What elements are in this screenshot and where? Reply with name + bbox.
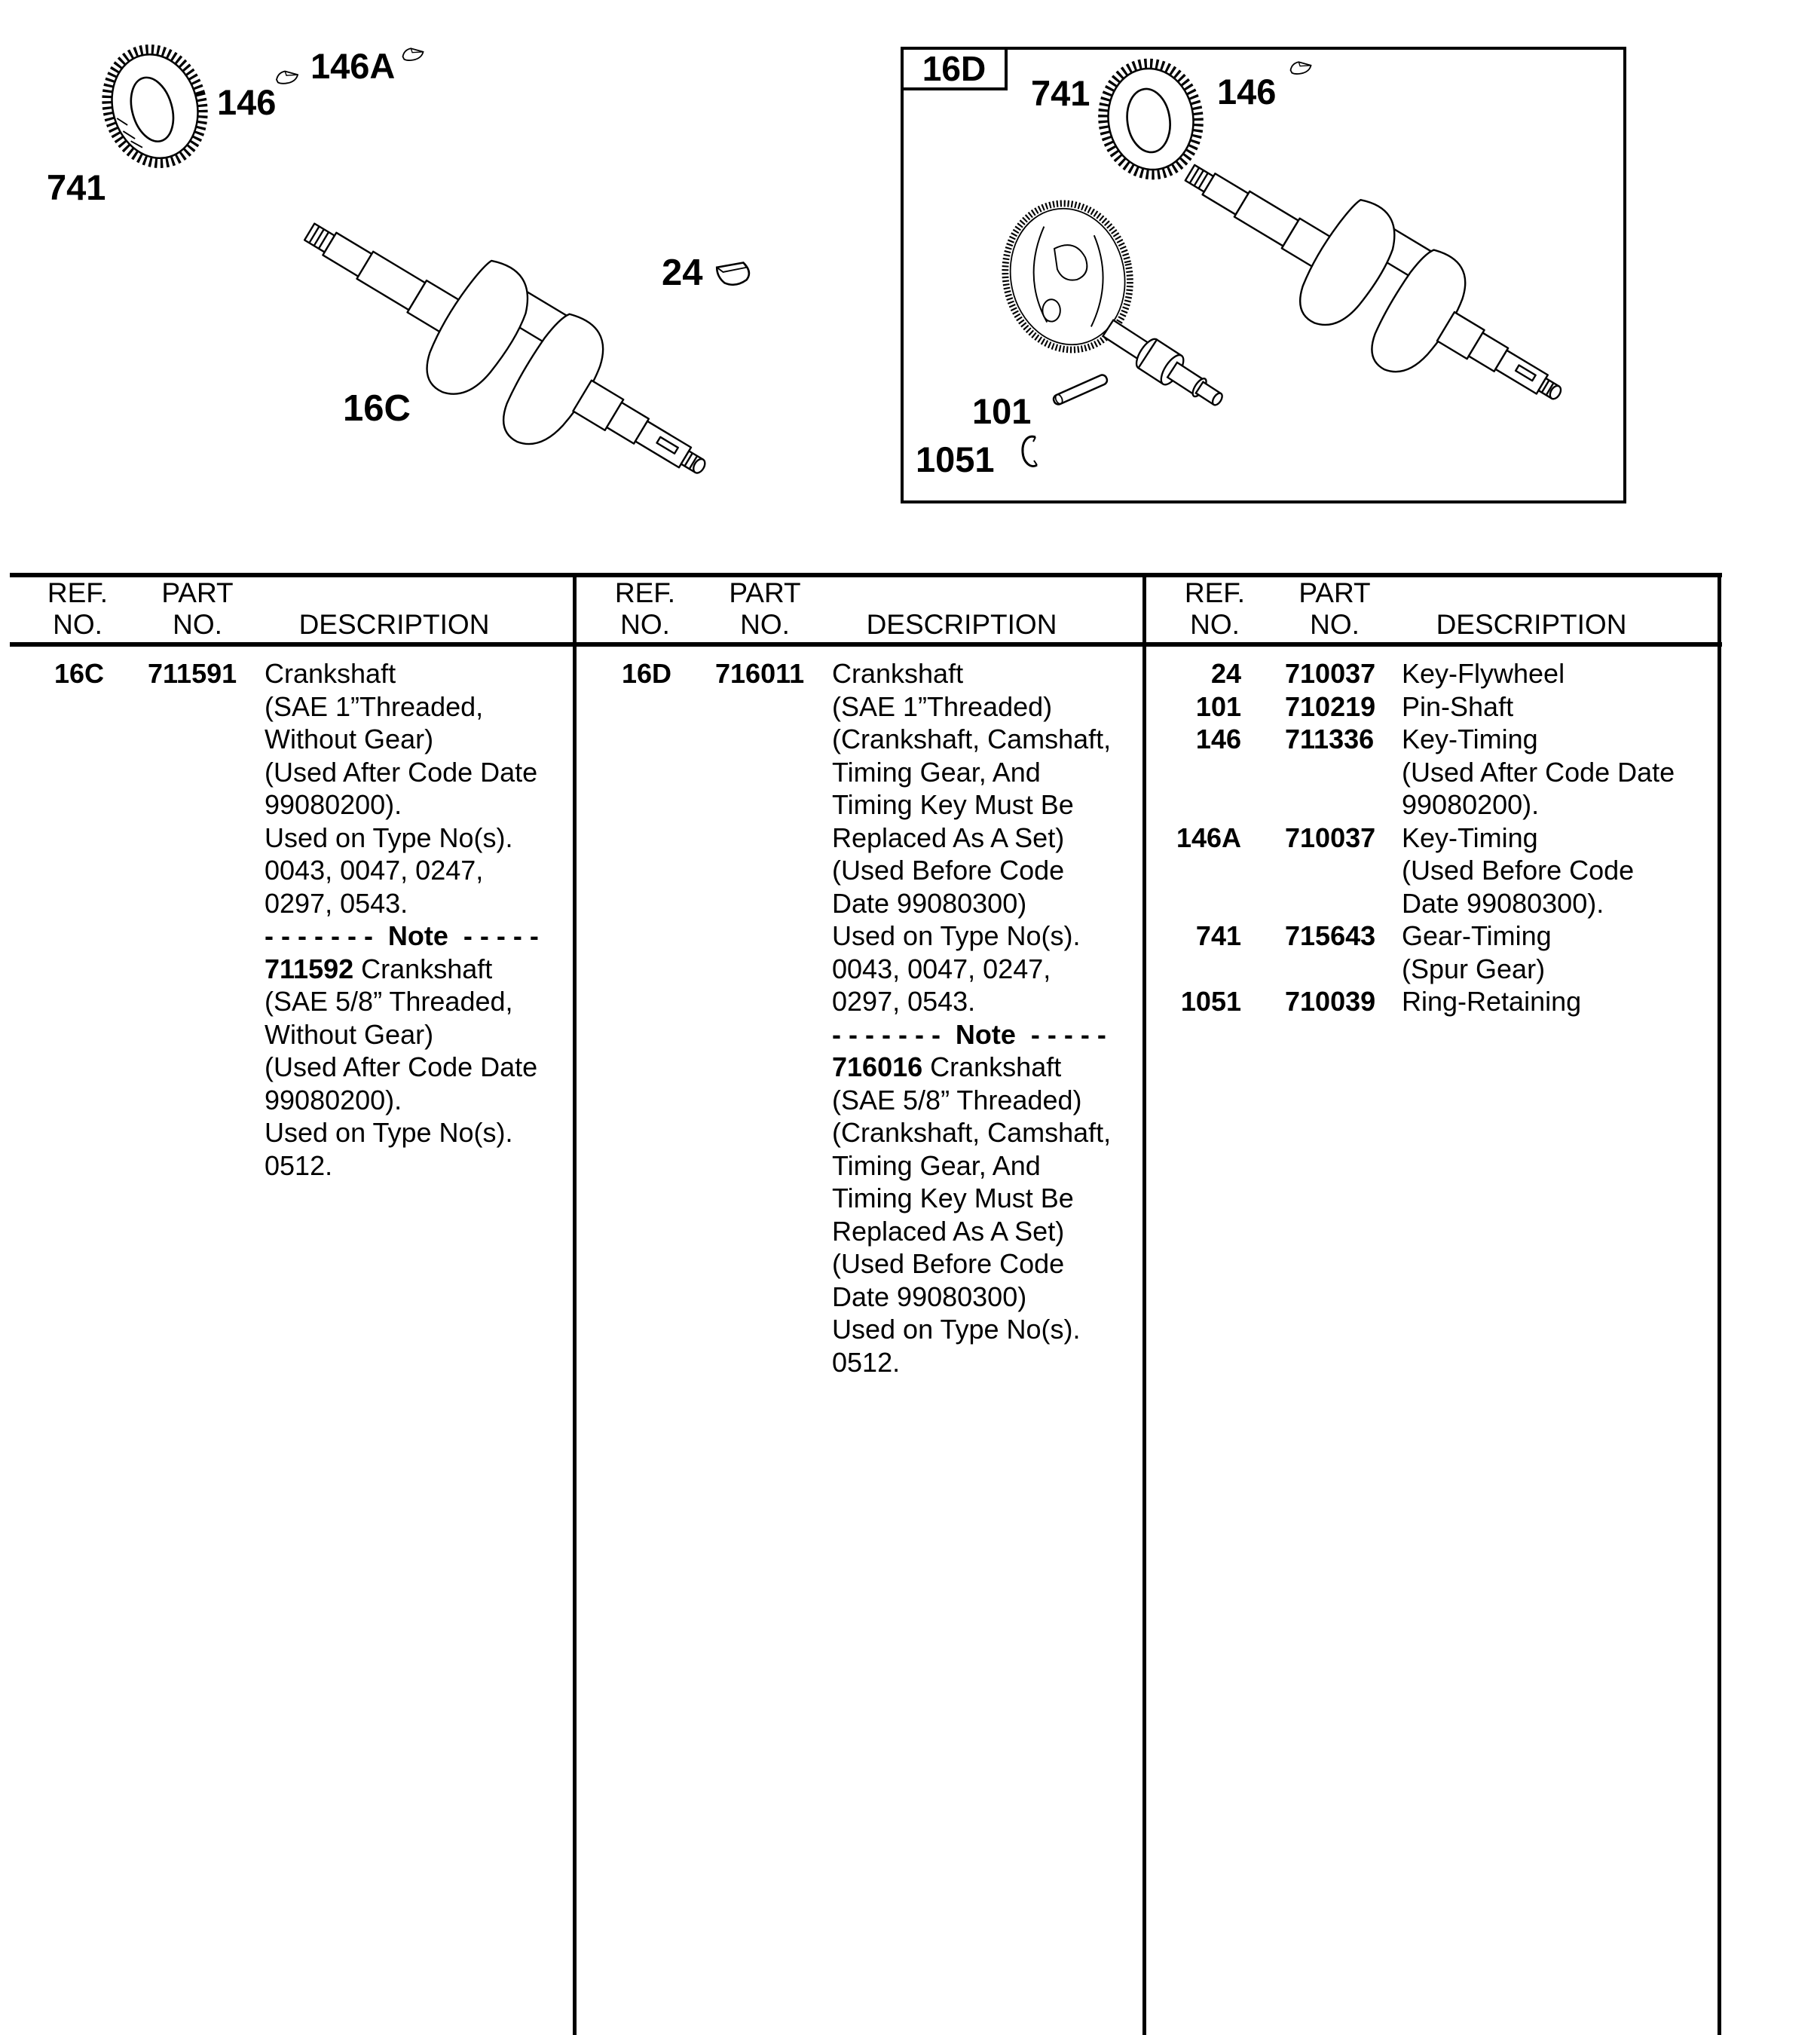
description-line: Timing Gear, And [832, 756, 1041, 788]
description-line: 716016 Crankshaft [832, 1051, 1062, 1082]
part-no: 710037 [1285, 658, 1376, 689]
pin-101-label: 101 [972, 391, 1032, 431]
gear-741-right-label: 741 [1031, 73, 1090, 113]
part-no: 715643 [1285, 920, 1376, 951]
ref-no: 146A [1176, 822, 1241, 853]
part-no: 711336 [1285, 724, 1375, 754]
ring-1051-label: 1051 [916, 439, 995, 479]
description-line: (Used After Code Date [265, 1051, 538, 1082]
description-line: Key-Timing [1402, 724, 1538, 754]
description-header: DESCRIPTION [298, 609, 490, 640]
key-146-label: 146 [217, 82, 277, 122]
description-line: (SAE 1”Threaded) [832, 690, 1053, 722]
description [265, 657, 569, 1182]
description-line: Crankshaft [265, 658, 396, 689]
description-line: Without Gear) [265, 724, 434, 754]
flywheel-key-icon [712, 256, 756, 289]
ref-no-header: NO. [53, 609, 102, 640]
part-header: PART [1298, 577, 1371, 608]
crankshaft-16c-drawing [290, 164, 772, 509]
description-line: Ring-Retaining [1402, 986, 1582, 1017]
description-line: Gear-Timing [1402, 920, 1552, 951]
description-line: 99080200). [1402, 789, 1540, 820]
description-line: Used on Type No(s). [265, 1117, 513, 1148]
description-line: (Crankshaft, Camshaft, [832, 1117, 1112, 1148]
description-line: (Used After Code Date [265, 756, 538, 788]
description-line: Key-Timing [1402, 822, 1538, 853]
description-line: Key-Flywheel [1402, 658, 1565, 689]
table-row [1147, 723, 1714, 822]
description [1402, 985, 1714, 1018]
ref-no: 24 [1210, 658, 1241, 689]
ref-no: 16D [621, 658, 671, 689]
table-right-rule [1718, 573, 1721, 2035]
description-line: - - - - - - - Note - - - - - [265, 920, 539, 951]
description-line: Date 99080300) [832, 887, 1027, 919]
description-line: Timing Gear, And [832, 1149, 1041, 1181]
part-no: 710039 [1285, 986, 1376, 1017]
description-line: (Crankshaft, Camshaft, [832, 724, 1112, 754]
box-16d-label: 16D [901, 47, 1008, 90]
key-146-right-label: 146 [1217, 72, 1277, 112]
table-divider-2 [1142, 573, 1146, 2035]
description-line: Used on Type No(s). [832, 1314, 1081, 1345]
part-no: 716011 [715, 658, 805, 689]
description-line: - - - - - - - Note - - - - - [832, 1018, 1106, 1050]
description [1402, 920, 1714, 985]
table-column-2 [577, 657, 1139, 1379]
ref-no-header: NO. [620, 609, 670, 640]
part-no: 710219 [1285, 690, 1376, 722]
description-line: Pin-Shaft [1402, 690, 1514, 722]
table-top-rule [10, 573, 1722, 577]
description-line: 0297, 0543. [832, 986, 976, 1017]
ref-header: REF. [1184, 577, 1246, 608]
description-line: Used on Type No(s). [832, 920, 1081, 951]
table-row [1147, 985, 1714, 1018]
description-line: (Used Before Code [1402, 855, 1635, 886]
description [1402, 657, 1714, 690]
description-line: Timing Key Must Be [832, 789, 1074, 820]
description [1402, 822, 1714, 920]
table-row [1147, 920, 1714, 985]
description-line: Date 99080300). [1402, 887, 1604, 919]
crankshaft-16c-label: 16C [343, 388, 411, 429]
description-line: 0297, 0543. [265, 887, 408, 919]
timing-gear-drawing [96, 39, 213, 173]
ref-no: 146 [1195, 724, 1241, 754]
ref-no: 101 [1195, 690, 1241, 722]
table-row [1147, 822, 1714, 920]
description-line: 99080200). [265, 1084, 402, 1115]
description-line: 0043, 0047, 0247, [265, 855, 484, 886]
table-row [1147, 690, 1714, 724]
description-header: DESCRIPTION [866, 609, 1057, 640]
description-line: (Used After Code Date [1402, 756, 1675, 788]
key-24-label: 24 [662, 252, 703, 293]
description-line: Without Gear) [265, 1018, 434, 1050]
description-line: Replaced As A Set) [832, 1215, 1065, 1247]
description-line: Date 99080300) [832, 1281, 1027, 1312]
ref-no: 1051 [1180, 986, 1241, 1017]
description-line: 0512. [832, 1346, 901, 1378]
description-header: DESCRIPTION [1436, 609, 1627, 640]
part-no-header: NO. [1310, 609, 1360, 640]
table-header-rule [10, 642, 1722, 647]
description-line: Used on Type No(s). [265, 822, 513, 853]
description-line: (Used Before Code [832, 1248, 1065, 1279]
part-header: PART [161, 577, 234, 608]
table-row [1147, 657, 1714, 690]
table-row [577, 657, 1139, 1379]
part-no-header: NO. [740, 609, 790, 640]
description [1402, 690, 1714, 724]
table-column-1 [10, 657, 569, 1182]
description-line: 0043, 0047, 0247, [832, 953, 1051, 984]
description-line: Timing Key Must Be [832, 1183, 1074, 1213]
description [832, 657, 1139, 1379]
description [1402, 723, 1714, 822]
part-no: 711591 [148, 658, 237, 689]
description-line: Crankshaft [832, 658, 964, 689]
ref-no-header: NO. [1190, 609, 1240, 640]
part-no-header: NO. [173, 609, 222, 640]
part-header: PART [729, 577, 801, 608]
key-146a-label: 146A [310, 46, 396, 86]
shaft-pin-icon [1046, 368, 1118, 413]
ref-no: 16C [54, 658, 104, 689]
description-line: (SAE 5/8” Threaded) [832, 1084, 1082, 1115]
description-line: (SAE 5/8” Threaded, [265, 986, 513, 1017]
timing-key-right-icon [1287, 57, 1314, 78]
table-divider-1 [573, 573, 577, 2035]
table-row [10, 657, 569, 1182]
description-line: 0512. [265, 1149, 333, 1181]
ref-header: REF. [47, 577, 109, 608]
timing-key-icon [273, 66, 301, 87]
timing-key-a-icon [399, 44, 427, 64]
description-line: Replaced As A Set) [832, 822, 1065, 853]
description-line: 99080200). [265, 789, 402, 820]
part-no: 710037 [1285, 822, 1376, 853]
crankshaft-16d-drawing [1172, 109, 1624, 433]
description-line: 711592 Crankshaft [265, 953, 493, 984]
table-column-3 [1147, 657, 1714, 1018]
gear-741-label: 741 [47, 167, 106, 207]
ref-header: REF. [614, 577, 676, 608]
retaining-ring-icon [1016, 433, 1043, 475]
description-line: (Spur Gear) [1402, 953, 1546, 984]
description-line: (SAE 1”Threaded, [265, 690, 484, 722]
ref-no: 741 [1195, 920, 1241, 951]
description-line: (Used Before Code [832, 855, 1065, 886]
